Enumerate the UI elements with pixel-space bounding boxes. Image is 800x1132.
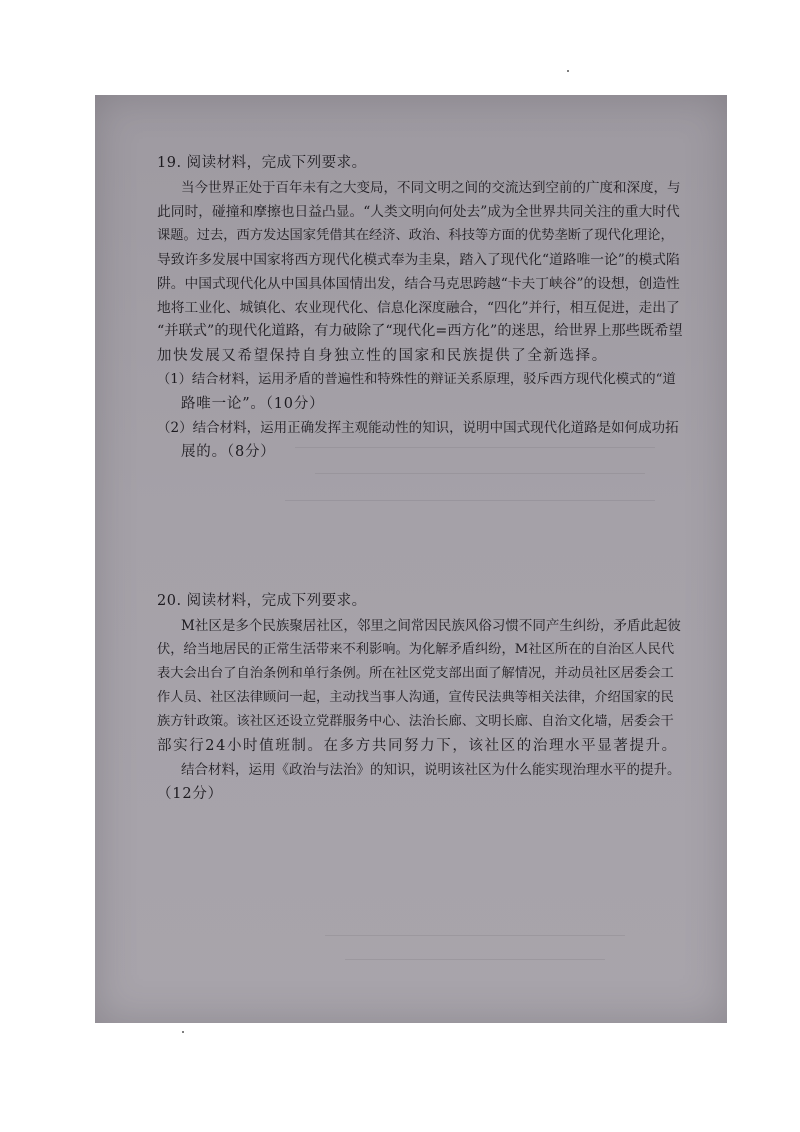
- material-line: 当今世界正处于百年未有之大变局，不同文明之间的交流达到空前的广度和深度，与: [181, 180, 681, 196]
- sub-question-2-cont: 展的。（8分）: [181, 444, 276, 460]
- bleed-through: [295, 447, 655, 448]
- exam-sheet: [95, 95, 727, 1023]
- bleed-through: [285, 500, 655, 501]
- material-line: 伏，给当地居民的正常生活带来不利影响。为化解矛盾纠纷，M社区所在的自治区人民代: [157, 642, 675, 657]
- material-line: 导致许多发展中国家将西方现代化模式奉为圭臬，踏入了现代化“道路唯一论”的模式陷: [157, 252, 680, 268]
- sub-question-2: （2）结合材料，运用正确发挥主观能动性的知识，说明中国式现代化道路是如何成功拓: [157, 420, 679, 436]
- bleed-through: [345, 959, 605, 960]
- material-line: 此同时，碰撞和摩擦也日益凸显。“人类文明向何处去”成为全世界共同关注的重大时代: [157, 204, 680, 220]
- material-line: 作人员、社区法律顾问一起，主动找当事人沟通，宣传民法典等相关法律，介绍国家的民: [157, 690, 674, 705]
- material-line: 表大会出台了自治条例和单行条例。所在社区党支部出面了解情况，并动员社区居委会工: [157, 666, 674, 681]
- question-19-title: 19. 阅读材料，完成下列要求。: [157, 155, 367, 171]
- sub-question-1-cont: 路唯一论”。（10分）: [181, 396, 325, 412]
- material-line: 族方针政策。该社区还设立党群服务中心、法治长廊、文明长廊、自治文化墙，居委会干: [157, 714, 674, 729]
- question-20-prompt: 结合材料，运用《政治与法治》的知识，说明该社区为什么能实现治理水平的提升。: [181, 762, 681, 778]
- scan-speck: [182, 1031, 184, 1033]
- material-line: M社区是多个民族聚居社区，邻里之间常因民族风俗习惯不同产生纠纷，矛盾此起彼: [181, 618, 681, 634]
- material-line: 课题。过去，西方发达国家凭借其在经济、政治、科技等方面的优势垄断了现代化理论，: [157, 228, 674, 243]
- sub-question-1: （1）结合材料，运用矛盾的普遍性和特殊性的辩证关系原理，驳斥西方现代化模式的“道: [157, 372, 676, 387]
- bleed-through: [315, 473, 645, 474]
- material-line: 阱。中国式现代化从中国具体国情出发，结合马克思跨越“卡夫丁峡谷”的设想，创造性: [157, 276, 680, 292]
- material-line: 地将工业化、城镇化、农业现代化、信息化深度融合，“四化”并行，相互促进，走出了: [157, 300, 680, 316]
- scan-speck: [567, 70, 569, 72]
- material-line: 部实行24小时值班制。在多方共同努力下，该社区的治理水平显著提升。: [157, 738, 678, 754]
- material-line: “并联式”的现代化道路，有力破除了“现代化=西方化”的迷思，给世界上那些既希望: [157, 323, 683, 339]
- question-20-title: 20. 阅读材料，完成下列要求。: [157, 593, 367, 609]
- material-line: 加快发展又希望保持自身独立性的国家和民族提供了全新选择。: [157, 348, 608, 364]
- question-20-points: （12分）: [157, 786, 223, 802]
- bleed-through: [325, 935, 625, 936]
